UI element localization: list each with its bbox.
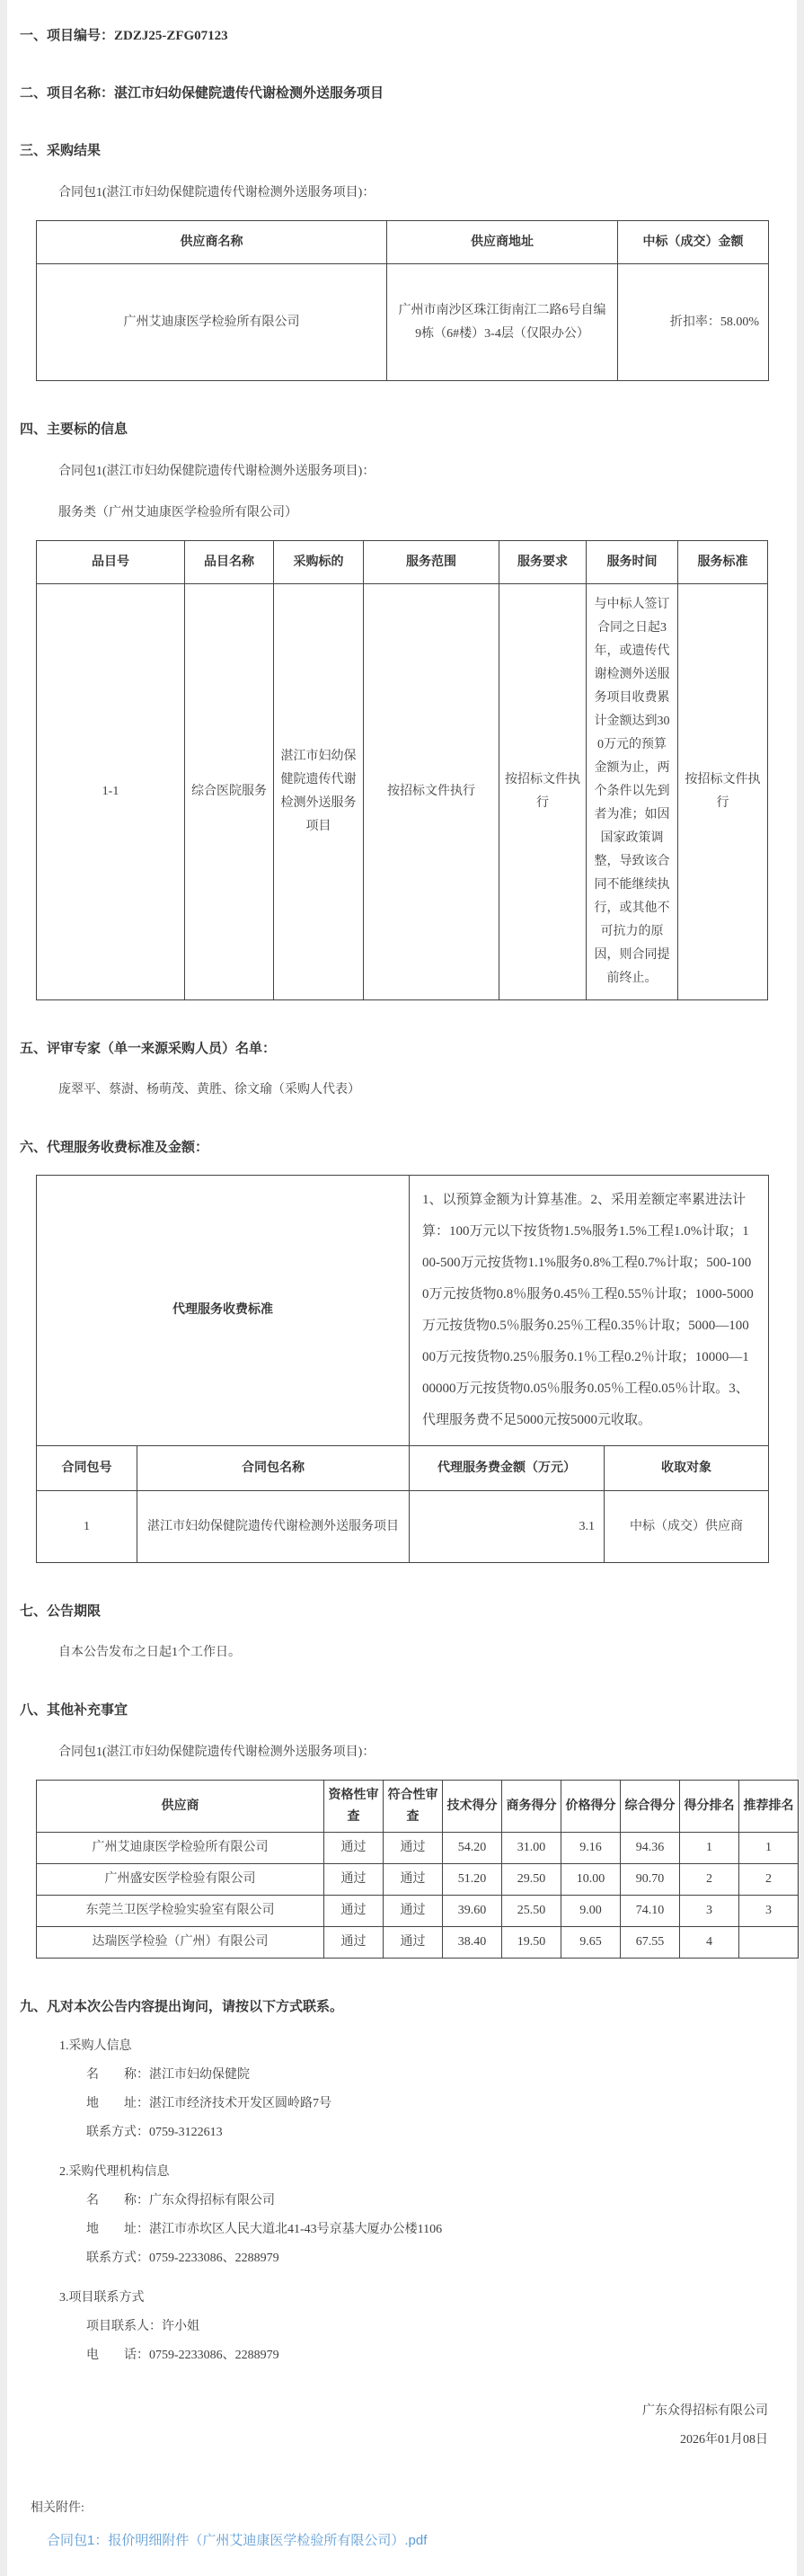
- agency-name: 名 称：广东众得招标有限公司: [86, 2194, 275, 2207]
- header-item-name: 品目名称: [185, 541, 274, 584]
- purchaser-info-title: 1.采购人信息: [59, 2039, 132, 2053]
- cell-conformity: 通过: [384, 1927, 443, 1959]
- header-supplier-address: 供应商地址: [387, 221, 618, 264]
- header-supplier-name: 供应商名称: [37, 221, 387, 264]
- cell-qualification: 通过: [324, 1927, 384, 1959]
- header-award-amount: 中标（成交）金额: [618, 221, 769, 264]
- cell-business: 29.50: [502, 1864, 561, 1896]
- project-contact-phone: 电 话：0759-2233086、2288979: [86, 2349, 279, 2362]
- cell-qualification: 通过: [324, 1864, 384, 1896]
- cell-business: 25.50: [502, 1896, 561, 1927]
- cell-score-rank: 4: [680, 1927, 739, 1959]
- cell-supplier: 广州艾迪康医学检验所有限公司: [37, 1833, 324, 1864]
- cell-recommend-rank: [739, 1927, 799, 1959]
- cell-fee-amount: 3.1: [410, 1491, 605, 1563]
- header-fee-amount: 代理服务费金额（万元）: [410, 1446, 605, 1491]
- announcement-period-text: 自本公告发布之日起1个工作日。: [58, 1646, 241, 1659]
- cell-qualification: 通过: [324, 1833, 384, 1864]
- cell-package-number: 1: [37, 1491, 137, 1563]
- purchaser-phone: 联系方式：0759-3122613: [86, 2126, 223, 2139]
- section-8-supplementary: 八、其他补充事宜: [20, 1703, 128, 1718]
- fee-table-row: [37, 1491, 769, 1563]
- fee-table-header-row: [37, 1446, 769, 1491]
- expert-names: 庞翠平、蔡澍、杨萌茂、黄胜、徐文瑜（采购人代表）: [58, 1083, 360, 1097]
- cell-total: 67.55: [621, 1927, 680, 1959]
- result-table-row: [37, 264, 769, 381]
- header-service-scope: 服务范围: [364, 541, 499, 584]
- section-1-project-number: 一、项目编号：ZDZJ25-ZFG07123: [20, 29, 228, 43]
- cell-award-amount: 折扣率：58.00%: [618, 264, 769, 381]
- section-2-project-name: 二、项目名称：湛江市妇幼保健院遗传代谢检测外送服务项目: [20, 86, 384, 101]
- attachments-label: 相关附件:: [31, 2501, 84, 2515]
- cell-technical: 51.20: [443, 1864, 502, 1896]
- cell-procurement-subject: 湛江市妇幼保健院遗传代谢检测外送服务项目: [274, 584, 364, 1000]
- attachment-pdf-link[interactable]: 合同包1：报价明细附件（广州艾迪康医学检验所有限公司）.pdf: [47, 2533, 428, 2548]
- cell-price: 9.00: [561, 1896, 621, 1927]
- score-table-row: [37, 1864, 799, 1896]
- score-table-row: [37, 1896, 799, 1927]
- cell-price: 9.16: [561, 1833, 621, 1864]
- header-total-score: 综合得分: [621, 1781, 680, 1833]
- cell-package-name: 湛江市妇幼保健院遗传代谢检测外送服务项目: [137, 1491, 410, 1563]
- purchaser-address: 地 址：湛江市经济技术开发区圆岭路7号: [86, 2097, 331, 2110]
- cell-supplier: 东莞兰卫医学检验实验室有限公司: [37, 1896, 324, 1927]
- fee-standard-row: [37, 1176, 769, 1446]
- header-service-time: 服务时间: [587, 541, 678, 584]
- cell-service-standard: 按招标文件执行: [678, 584, 768, 1000]
- signature-block: [7, 2397, 768, 2455]
- cell-conformity: 通过: [384, 1833, 443, 1864]
- cell-service-time: 与中标人签订合同之日起3年，或遗传代谢检测外送服务项目收费累计金额达到300万元的预算金额为止，两个条件以先到者为准；如因国家政策调整，导致该合同不能继续执行，或其他不可抗力的原因，则合同提前终止。: [587, 584, 678, 1000]
- header-business-score: 商务得分: [502, 1781, 561, 1833]
- agency-address: 地 址：湛江市赤坎区人民大道北41-43号京基大厦办公楼1106: [86, 2223, 443, 2236]
- agency-phone: 联系方式：0759-2233086、2288979: [86, 2252, 279, 2265]
- subject-table-header-row: [37, 541, 768, 584]
- header-fee-payer: 收取对象: [605, 1446, 769, 1491]
- cell-service-scope: 按招标文件执行: [364, 584, 499, 1000]
- cell-recommend-rank: 1: [739, 1833, 799, 1864]
- section-5-experts: 五、评审专家（单一来源采购人员）名单：: [20, 1042, 277, 1056]
- section-9-contact: 九、凡对本次公告内容提出询问，请按以下方式联系。: [20, 2000, 344, 2014]
- score-table-header-row: [37, 1781, 799, 1833]
- cell-conformity: 通过: [384, 1896, 443, 1927]
- cell-business: 19.50: [502, 1927, 561, 1959]
- section-4-package-line: 合同包1(湛江市妇幼保健院遗传代谢检测外送服务项目)：: [58, 465, 375, 478]
- cell-supplier: 广州盛安医学检验有限公司: [37, 1864, 324, 1896]
- score-table-row: [37, 1927, 799, 1959]
- cell-recommend-rank: 3: [739, 1896, 799, 1927]
- header-service-requirement: 服务要求: [499, 541, 587, 584]
- cell-score-rank: 1: [680, 1833, 739, 1864]
- score-table-row: [37, 1833, 799, 1864]
- cell-business: 31.00: [502, 1833, 561, 1864]
- related-attachments: [31, 2500, 797, 2549]
- cell-technical: 54.20: [443, 1833, 502, 1864]
- cell-score-rank: 2: [680, 1864, 739, 1896]
- signature-date: 2026年01月08日: [680, 2433, 768, 2447]
- result-table-header-row: [37, 221, 769, 264]
- cell-fee-payer: 中标（成交）供应商: [605, 1491, 769, 1563]
- section-4-subject-info: 四、主要标的信息: [20, 422, 128, 437]
- header-recommend-rank: 推荐排名: [739, 1781, 799, 1833]
- header-price-score: 价格得分: [561, 1781, 621, 1833]
- cell-recommend-rank: 2: [739, 1864, 799, 1896]
- cell-qualification: 通过: [324, 1896, 384, 1927]
- header-qualification-review: 资格性审查: [324, 1781, 384, 1833]
- section-6-agency-fee: 六、代理服务收费标准及金额：: [20, 1141, 209, 1155]
- cell-service-requirement: 按招标文件执行: [499, 584, 587, 1000]
- cell-item-name: 综合医院服务: [185, 584, 274, 1000]
- cell-price: 10.00: [561, 1864, 621, 1896]
- project-contact-title: 3.项目联系方式: [59, 2291, 145, 2305]
- section-8-package-line: 合同包1(湛江市妇幼保健院遗传代谢检测外送服务项目)：: [58, 1745, 375, 1759]
- header-package-number: 合同包号: [37, 1446, 137, 1491]
- section-7-announcement-period: 七、公告期限: [20, 1604, 102, 1619]
- cell-total: 74.10: [621, 1896, 680, 1927]
- header-procurement-subject: 采购标的: [274, 541, 364, 584]
- cell-supplier-address: 广州市南沙区珠江街南江二路6号自编9栋（6#楼）3-4层（仅限办公）: [387, 264, 618, 381]
- procurement-result-table: [36, 220, 769, 381]
- cell-price: 9.65: [561, 1927, 621, 1959]
- fee-standard-text: 1、以预算金额为计算基准。2、采用差额定率累进法计算：100万元以下按货物1.5%服务1.5%工程1.0%计取；100-500万元按货物1.1%服务0.8%工程0.7%计取；500-1000万元按货物0.8％服务0.45％工程0.55％计取；1000-5000万元按货物0.5％服务0.25％工程0.35％计取；5000—10000万元按货物0.25％服务0.1％工程0.2％计取；10000—100000万元按货物0.05％服务0.05％工程0.05％计取。3、代理服务费不足5000元按5000元收取。: [410, 1176, 769, 1446]
- cell-item-number: 1-1: [37, 584, 185, 1000]
- fee-standard-label: 代理服务收费标准: [37, 1176, 410, 1446]
- header-item-number: 品目号: [37, 541, 185, 584]
- agency-fee-table: [36, 1175, 769, 1563]
- cell-technical: 39.60: [443, 1896, 502, 1927]
- cell-score-rank: 3: [680, 1896, 739, 1927]
- cell-total: 90.70: [621, 1864, 680, 1896]
- section-3-package-line: 合同包1(湛江市妇幼保健院遗传代谢检测外送服务项目)：: [58, 186, 375, 200]
- section-4-category-line: 服务类（广州艾迪康医学检验所有限公司）: [58, 506, 297, 520]
- header-technical-score: 技术得分: [443, 1781, 502, 1833]
- section-3-procurement-result: 三、采购结果: [20, 144, 102, 158]
- cell-technical: 38.40: [443, 1927, 502, 1959]
- project-contact-person: 项目联系人：许小姐: [86, 2320, 199, 2333]
- header-package-name: 合同包名称: [137, 1446, 410, 1491]
- header-service-standard: 服务标准: [678, 541, 768, 584]
- cell-supplier: 达瑞医学检验（广州）有限公司: [37, 1927, 324, 1959]
- subject-table-row: [37, 584, 768, 1000]
- cell-supplier-name: 广州艾迪康医学检验所有限公司: [37, 264, 387, 381]
- procurement-result-announcement: [7, 0, 797, 2576]
- header-conformity-review: 符合性审查: [384, 1781, 443, 1833]
- header-supplier: 供应商: [37, 1781, 324, 1833]
- purchaser-name: 名 称：湛江市妇幼保健院: [86, 2068, 250, 2082]
- signature-company: 广东众得招标有限公司: [642, 2404, 768, 2418]
- cell-conformity: 通过: [384, 1864, 443, 1896]
- cell-total: 94.36: [621, 1833, 680, 1864]
- header-score-rank: 得分排名: [680, 1781, 739, 1833]
- supplier-score-table: [36, 1780, 799, 1959]
- subject-info-table: [36, 540, 768, 1000]
- agency-info-title: 2.采购代理机构信息: [59, 2165, 170, 2179]
